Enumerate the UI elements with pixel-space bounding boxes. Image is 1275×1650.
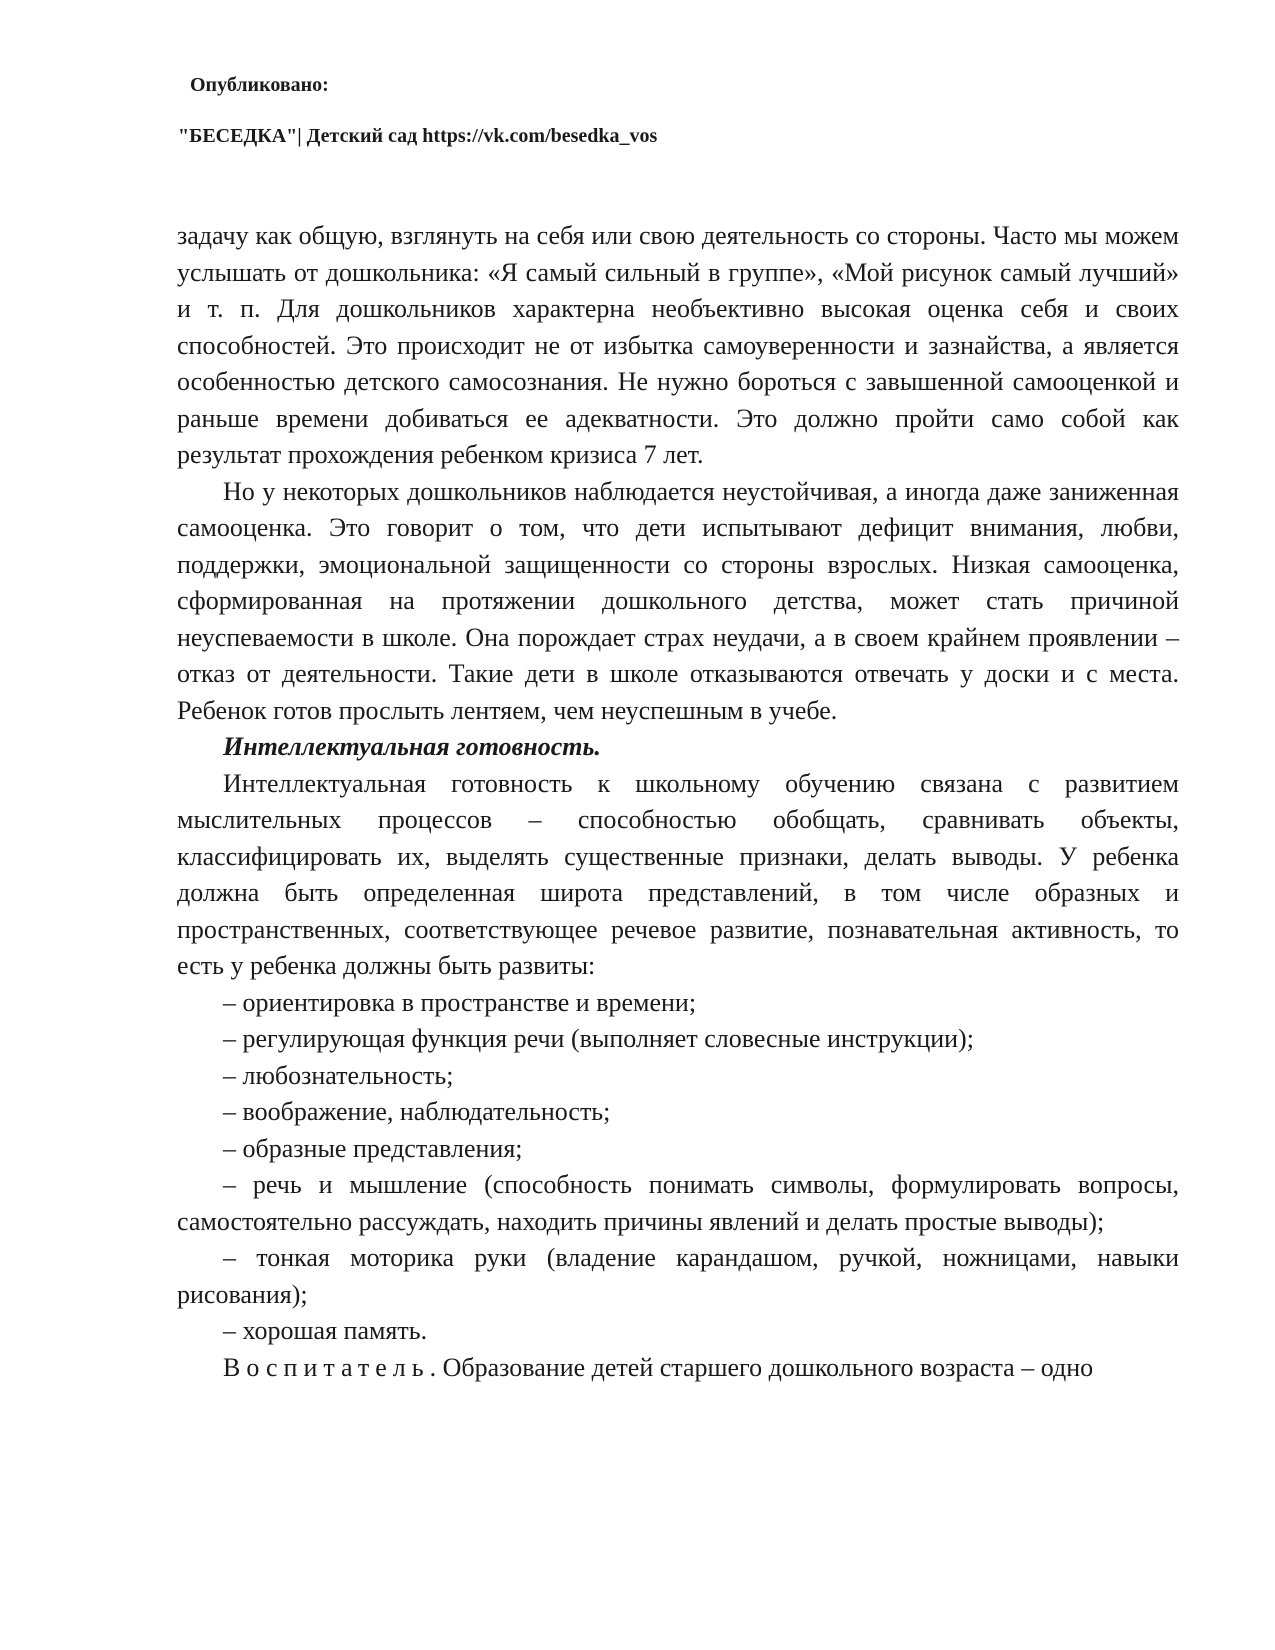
paragraph-3: Интеллектуальная готовность к школьному обучению связана с развитием мыслительных процессов – способностью обобщать, сравнивать объекты, классифицировать их, выделять существенные признаки, делать выводы. У ребенка должна быть определенная широта представлений, в том числе образных и пространственных, соответствующее речевое развитие, познавательная активность, то есть у ребенка должны быть развиты:	[177, 768, 1179, 980]
list-item: – тонкая моторика руки (владение карандашом, ручкой, ножницами, навыки рисования);	[177, 1243, 1179, 1309]
section-heading: Интеллектуальная готовность.	[223, 732, 601, 761]
final-paragraph	[177, 1350, 1179, 1387]
list-item: – речь и мышление (способность понимать символы, формулировать вопросы, самостоятельно рассуждать, находить причины явлений и делать простые выводы);	[177, 1170, 1179, 1236]
speaker-label: Воспитатель	[223, 1352, 430, 1382]
list-item: – регулирующая функция речи (выполняет словесные инструкции);	[223, 1024, 974, 1053]
list-item: – ориентировка в пространстве и времени;	[223, 987, 697, 1017]
document-body	[177, 218, 1179, 1386]
final-text: . Образование детей старшего дошкольного возраста – одно	[429, 1352, 1094, 1382]
paragraph-2: Но у некоторых дошкольников наблюдается неустойчивая, а иногда даже заниженная самооценка. Это говорит о том, что дети испытывают дефицит внимания, любви, поддержки, эмоциональной защищенности со стороны взрослых. Низкая самооценка, сформированная на протяжении дошкольного детства, может стать причиной неуспеваемости в школе. Она порождает страх неудачи, а в своем крайнем проявлении – отказ от деятельности. Такие дети в школе отказываются отвечать у доски и с места. Ребенок готов прослыть лентяем, чем неуспешным в учебе.	[177, 476, 1179, 725]
published-label: Опубликовано:	[190, 74, 329, 96]
publication-source: "БЕСЕДКА"| Детский сад https://vk.com/besedka_vos	[178, 125, 658, 147]
list-item: – любознательность;	[223, 1060, 454, 1090]
paragraph-1: задачу как общую, взглянуть на себя или свою деятельность со стороны. Часто мы можем услышать от дошкольника: «Я самый сильный в группе», «Мой рисунок самый лучший» и т. п. Для дошкольников характерна необъективно высокая оценка себя и своих способностей. Это происходит не от избытка самоуверенности и зазнайства, а является особенностью детского самосознания. Не нужно бороться с завышенной самооценкой и раньше времени добиваться ее адекватности. Это должно пройти само собой как результат прохождения ребенком кризиса 7 лет.	[177, 221, 1179, 469]
list-item: – образные представления;	[223, 1133, 523, 1163]
list-item: – хорошая память.	[223, 1316, 428, 1345]
list-item: – воображение, наблюдательность;	[223, 1097, 611, 1126]
